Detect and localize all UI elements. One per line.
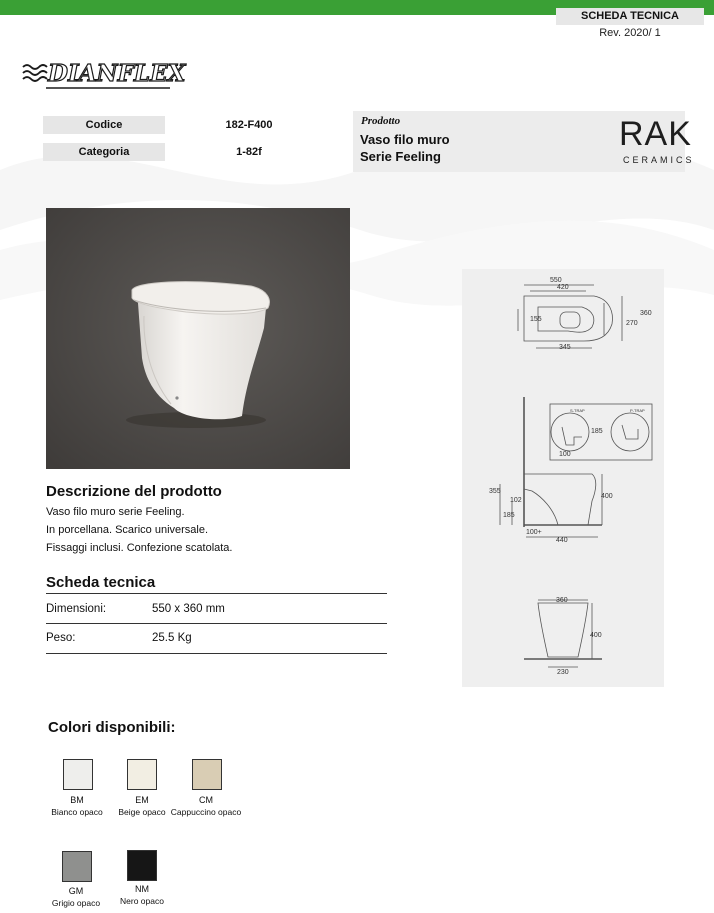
dianflex-logo-text: DIANFLEX — [48, 60, 186, 87]
side-dim-102: 102 — [510, 497, 522, 504]
categoria-value: 1-82f — [236, 146, 262, 158]
side-dim-100b: 100+ — [526, 529, 542, 536]
top-dim-6: 345 — [559, 344, 571, 351]
description-line: In porcellana. Scarico universale. — [46, 524, 209, 536]
divider — [46, 653, 387, 654]
scheda-heading: Scheda tecnica — [46, 574, 156, 591]
colori-heading: Colori disponibili: — [48, 719, 176, 736]
product-box — [353, 111, 695, 172]
swatch-name-gm: Grigio opaco — [51, 898, 101, 908]
front-dim-400: 400 — [590, 632, 602, 639]
dianflex-logo — [22, 56, 186, 96]
s-trap-label: S-TRAP — [570, 408, 585, 413]
swatch-name-nm: Nero opaco — [120, 896, 164, 906]
top-dim-5: 270 — [626, 320, 638, 327]
swatch-code-em: EM — [135, 795, 149, 805]
description-line: Fissaggi inclusi. Confezione scatolata. — [46, 542, 233, 554]
top-dim-4: 360 — [640, 310, 652, 317]
side-dim-185a: 185 — [591, 428, 603, 435]
spec-key-dimensioni: Dimensioni: — [46, 603, 107, 615]
swatch-code-nm: NM — [135, 884, 149, 894]
side-dim-355: 355 — [489, 488, 501, 495]
front-dim-230: 230 — [557, 669, 569, 676]
revision-label: Rev. 2020/ 1 — [599, 27, 661, 39]
side-dim-400: 400 — [601, 493, 613, 500]
scheda-tecnica-tab: SCHEDA TECNICA — [556, 8, 704, 25]
rak-logo: RAK — [619, 115, 692, 153]
ceramics-logo: CERAMICS — [623, 155, 695, 165]
side-dim-185b: 185 — [503, 512, 515, 519]
swatch-gm — [62, 851, 92, 882]
swatch-em — [127, 759, 157, 790]
categoria-label: Categoria — [43, 143, 165, 161]
spec-value-dimensioni: 550 x 360 mm — [152, 603, 225, 615]
side-dim-100a: 100 — [559, 451, 571, 458]
swatch-name-bm: Bianco opaco — [51, 807, 103, 817]
swatch-code-bm: BM — [70, 795, 84, 805]
description-heading: Descrizione del prodotto — [46, 483, 222, 500]
product-name: Vaso filo muro — [360, 132, 450, 147]
technical-drawings-panel — [462, 269, 664, 687]
swatch-code-cm: CM — [199, 795, 213, 805]
divider — [46, 593, 387, 594]
top-dim-3: 155 — [530, 316, 542, 323]
product-serie: Serie Feeling — [360, 149, 441, 164]
swatch-bm — [63, 759, 93, 790]
product-label: Prodotto — [361, 115, 401, 127]
p-trap-label: P-TRAP — [630, 408, 645, 413]
spec-value-peso: 25.5 Kg — [152, 632, 192, 644]
divider — [46, 623, 387, 624]
codice-value: 182-F400 — [225, 119, 273, 131]
front-dim-360: 360 — [556, 597, 568, 604]
codice-label: Codice — [43, 116, 165, 134]
product-photo — [46, 208, 350, 469]
swatch-name-cm: Cappuccino opaco — [170, 807, 242, 817]
swatch-name-em: Beige opaco — [118, 807, 166, 817]
top-dim-1: 550 — [550, 277, 562, 284]
swatch-code-gm: GM — [68, 886, 84, 896]
side-view-drawing — [500, 397, 652, 537]
side-dim-440: 440 — [556, 537, 568, 544]
spec-key-peso: Peso: — [46, 632, 76, 644]
top-dim-2: 420 — [557, 284, 569, 291]
swatch-nm — [127, 850, 157, 881]
description-line: Vaso filo muro serie Feeling. — [46, 506, 185, 518]
swatch-cm — [192, 759, 222, 790]
